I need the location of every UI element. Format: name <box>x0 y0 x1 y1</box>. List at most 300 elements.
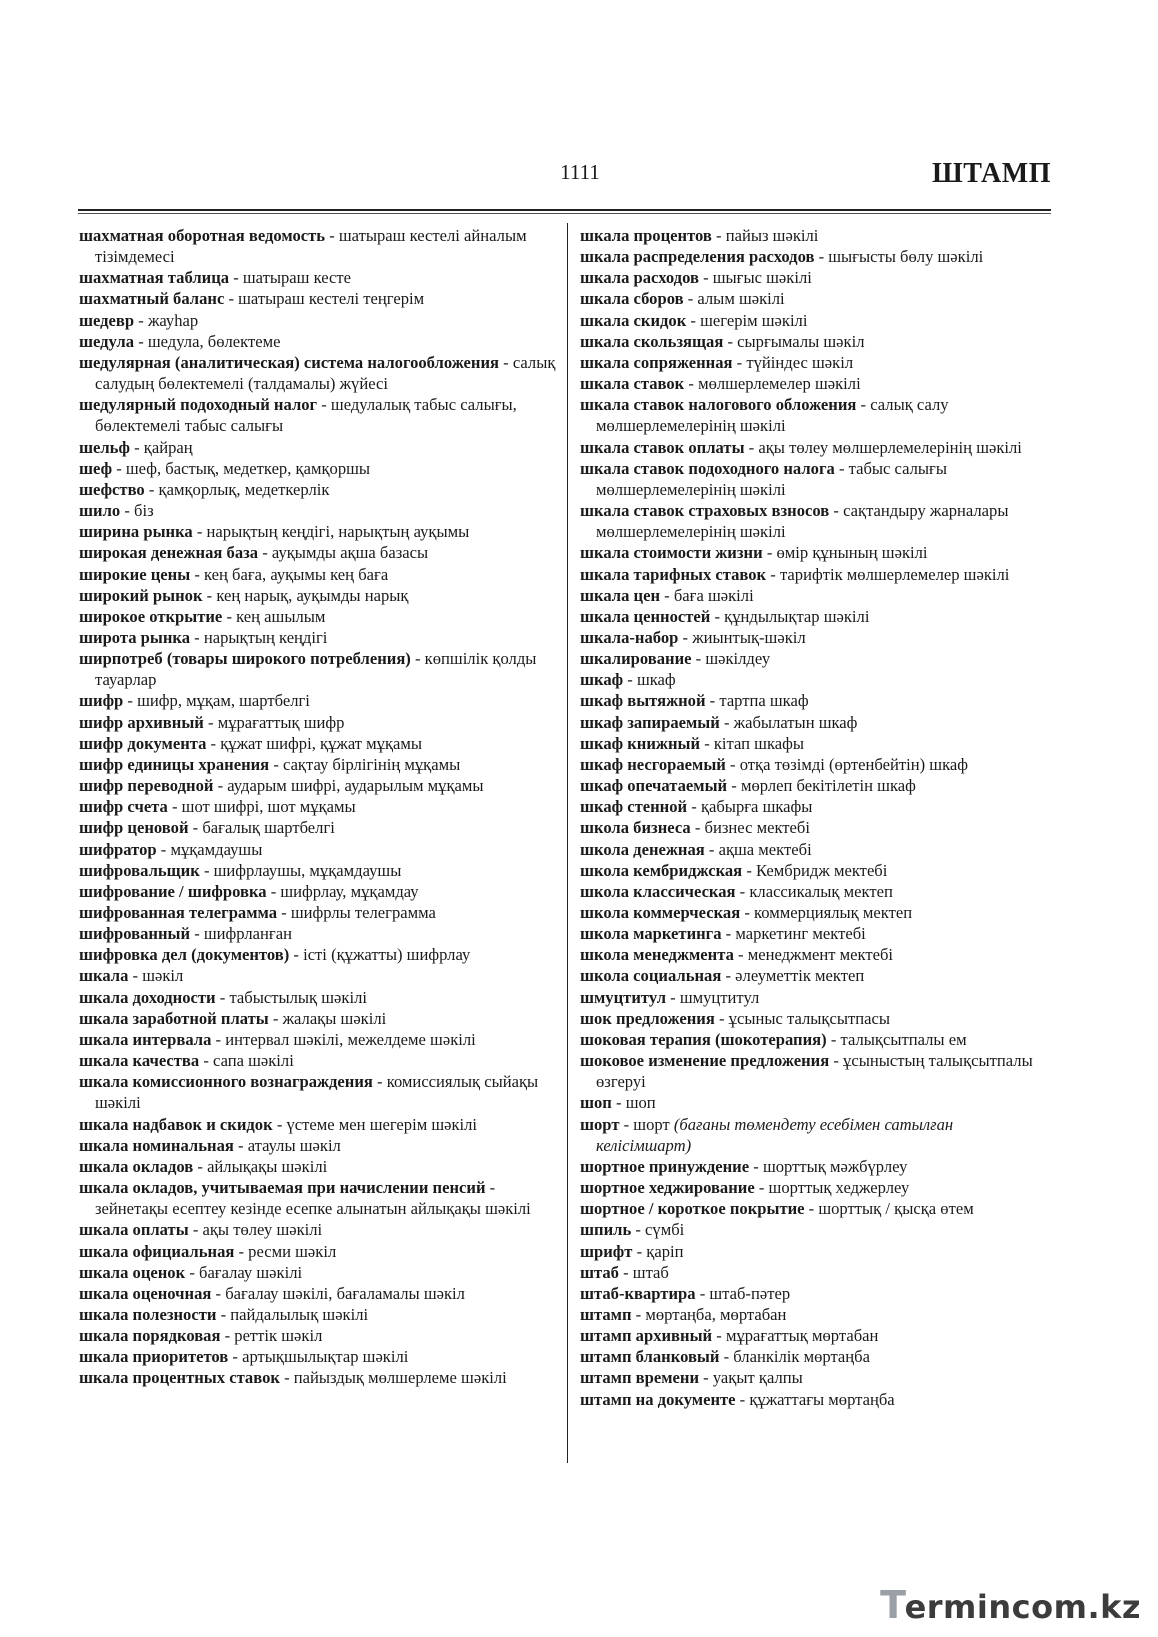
dictionary-entry: шифровка дел (документов) - істі (құжатты) шифрлау <box>79 945 471 965</box>
entry-term: шкаф книжный <box>580 733 701 753</box>
dictionary-entry: шифр единицы хранения - сақтау бірлігінің мұқамы <box>79 754 461 774</box>
watermark-letter: T <box>880 1583 907 1627</box>
entry-term: штамп <box>580 1304 632 1324</box>
entry-definition: шорттық мәжбүрлеу <box>762 1156 908 1176</box>
dictionary-entry: шоковое изменение предложения - ұсыныстың талықсытпалы өзгеруі <box>580 1051 1033 1092</box>
entry-term: шило <box>79 501 121 521</box>
dictionary-entry: шкала качества - сапа шәкілі <box>79 1051 294 1071</box>
entry-definition: сырғымалы шәкіл <box>737 331 865 351</box>
entry-term: шкала ставок налогового обложения <box>580 395 857 415</box>
entry-definition: шмуцтитул <box>679 987 760 1007</box>
dictionary-entry: штамп времени - уақыт қалпы <box>580 1368 803 1388</box>
dictionary-entry: шкала ставок подоходного налога - табыс салығы мөлшерлемелерінің шәкілі <box>580 458 948 499</box>
entry-definition: талықсытпалы ем <box>840 1029 967 1049</box>
entry-term: шифр документа <box>79 733 207 753</box>
dictionary-entry: широкий рынок - кең нарық, ауқымды нарық <box>79 585 409 605</box>
entry-definition: бағалық шартбелгі <box>202 818 335 838</box>
entry-term: шкала <box>79 966 129 986</box>
entry-definition: шығысты бөлу шәкілі <box>828 247 984 267</box>
entry-term: школа бизнеса <box>580 818 691 838</box>
entry-term: шоп <box>580 1093 612 1113</box>
entry-definition: құжат шифрі, құжат мұқамы <box>220 733 423 753</box>
entry-term: шкала цен <box>580 585 661 605</box>
entry-term: шкалирование <box>580 649 692 669</box>
entry-definition: ақы төлеу мөлшерлемелерінің шәкілі <box>758 437 1022 457</box>
dictionary-entry: шортное / короткое покрытие - шорттық / қысқа өтем <box>580 1199 974 1219</box>
entry-definition: біз <box>134 501 154 521</box>
entry-term: шкала окладов, учитываемая при начислении пенсий <box>79 1178 486 1198</box>
entry-definition: шорттық хеджерлеу <box>768 1178 910 1198</box>
entry-definition: сүмбі <box>645 1220 685 1240</box>
entry-definition: сақтандыру жарналары мөлшерлемелерінің шәкілі <box>596 501 1009 542</box>
entry-definition: коммерциялық мектеп <box>754 903 913 922</box>
entry-term: шкала ставок <box>580 374 685 394</box>
entry-term: шкала сборов <box>580 289 684 309</box>
entry-definition: ақы төлеу шәкілі <box>202 1220 323 1240</box>
entry-term: шмуцтитул <box>580 987 667 1007</box>
dictionary-entry: шифрованная телеграмма - шифрлы телеграмма <box>79 903 436 922</box>
entry-definition: реттік шәкіл <box>234 1326 323 1346</box>
dictionary-entry: шеф - шеф, бастық, медеткер, қамқоршы <box>79 458 371 478</box>
dictionary-entry: шкала процентных ставок - пайыздық мөлшерлеме шәкілі <box>79 1368 507 1388</box>
entry-term: шкала приоритетов <box>79 1347 229 1367</box>
entry-term: широкая денежная база <box>79 543 259 563</box>
entry-term: шахматная таблица <box>79 268 230 288</box>
dictionary-entry: шоковая терапия (шокотерапия) - талықсытпалы ем <box>580 1029 967 1049</box>
dictionary-entry: шкала интервала - интервал шәкілі, межелдеме шәкілі <box>79 1029 476 1049</box>
entry-definition: кең нарық, ауқымды нарық <box>216 585 409 605</box>
entry-definition: бизнес мектебі <box>704 818 810 838</box>
entry-definition: бағалау шәкілі <box>199 1262 303 1282</box>
entry-definition: шеф, бастық, медеткер, қамқоршы <box>125 458 371 478</box>
entry-definition: шифр, мұқам, шартбелгі <box>137 691 310 711</box>
entry-definition: шкаф <box>636 670 676 690</box>
dictionary-entry: шкала ставок налогового обложения - салық салу мөлшерлемелерінің шәкілі <box>580 395 949 436</box>
entry-definition: комиссиялық сыйақы шәкілі <box>95 1072 539 1113</box>
entry-term: шифрованная телеграмма <box>79 903 278 922</box>
entry-definition: Кембридж мектебі <box>756 860 888 880</box>
dictionary-entry: широкое открытие - кең ашылым <box>79 606 326 626</box>
entry-definition: сақтау бірлігінің мұқамы <box>283 754 461 774</box>
entry-note: (бағаны төмендету есебімен сатылған келісімшарт) <box>596 1114 954 1155</box>
dictionary-entry: шкала надбавок и скидок - үстеме мен шегерім шәкілі <box>79 1114 478 1134</box>
entry-definition: шедула, бөлектеме <box>147 331 281 351</box>
entry-term: школа социальная <box>580 966 722 986</box>
entry-definition: шифрлы телеграмма <box>290 903 436 922</box>
entry-term: шахматный баланс <box>79 289 225 309</box>
entry-definition: қайраң <box>143 437 193 457</box>
entry-definition: шәкіл <box>142 966 184 986</box>
entry-term: шедевр <box>79 310 135 330</box>
dictionary-entry: шкаф - шкаф <box>580 670 676 690</box>
entry-term: шкала распределения расходов <box>580 247 815 267</box>
entry-term: шкала скидок <box>580 310 687 330</box>
entry-definition: ұсыныс талықсытпасы <box>728 1008 890 1028</box>
dictionary-entry: шедулярная (аналитическая) система налогообложения - салық салудың бөлектемелі (талдамалы) жүйесі <box>79 352 556 394</box>
entry-definition: шатыраш кестелі теңгерім <box>238 289 425 309</box>
dictionary-entry: шкала процентов - пайыз шәкілі <box>580 226 819 245</box>
entry-definition: салық салудың бөлектемелі (талдамалы) жүйесі <box>95 352 556 394</box>
entry-term: шпиль <box>580 1220 632 1240</box>
dictionary-entry: шкаф книжный - кітап шкафы <box>580 733 805 753</box>
entry-term: шкала ставок оплаты <box>580 437 745 457</box>
entry-definition: мөрлеп бекітілетін шкаф <box>740 776 916 796</box>
entry-term: широта рынка <box>79 627 191 647</box>
dictionary-entry: шкала-набор - жиынтық-шәкіл <box>580 627 806 647</box>
dictionary-entry: шкаф запираемый - жабылатын шкаф <box>580 712 858 732</box>
entry-term: школа денежная <box>580 839 705 859</box>
entry-term: шифровка дел (документов) <box>79 945 290 965</box>
entry-term: шедула <box>79 331 135 351</box>
entry-term: шифр ценовой <box>79 818 189 838</box>
entry-definition: уақыт қалпы <box>712 1368 803 1388</box>
entry-definition: атаулы шәкіл <box>247 1135 341 1155</box>
entry-term: шкала полезности <box>79 1304 217 1324</box>
entry-term: шкала надбавок и скидок <box>79 1114 273 1134</box>
dictionary-entry: шахматная таблица - шатыраш кесте <box>79 268 352 288</box>
entry-term: штамп архивный <box>580 1326 713 1346</box>
entry-definition: жабылатын шкаф <box>733 712 858 732</box>
entry-term: шифр счета <box>79 797 168 817</box>
entry-term: школа кембриджская <box>580 860 743 880</box>
entry-definition: түйіндес шәкіл <box>746 352 854 372</box>
dictionary-entry: шкала порядковая - реттік шәкіл <box>79 1326 323 1346</box>
entry-term: шифратор <box>79 839 157 859</box>
entry-definition: жалақы шәкілі <box>282 1008 387 1028</box>
entry-term: шкала окладов <box>79 1156 194 1176</box>
dictionary-entry: шкала цен - баға шәкілі <box>580 585 754 605</box>
dictionary-entry: школа классическая - классикалық мектеп <box>580 881 893 901</box>
entry-definition: көпшілік қолды тауарлар <box>95 649 537 690</box>
entry-definition: жиынтық-шәкіл <box>692 627 806 647</box>
dictionary-entry: шило - біз <box>79 501 154 521</box>
dictionary-entry: шорт - шорт (бағаны төмендету есебімен сатылған келісімшарт) <box>580 1114 954 1155</box>
dictionary-entry: шкала распределения расходов - шығысты бөлу шәкілі <box>580 247 984 267</box>
entry-definition: тартпа шкаф <box>719 691 809 711</box>
dictionary-entry: шкаф вытяжной - тартпа шкаф <box>580 691 809 711</box>
entry-term: шрифт <box>580 1241 633 1261</box>
entry-term: шкала тарифных ставок <box>580 564 767 584</box>
entry-definition: ауқымды ақша базасы <box>271 543 429 563</box>
entry-definition: зейнетақы есептеу кезінде есепке алынатын айлықақы шәкілі <box>95 1199 531 1219</box>
entry-term: шкала расходов <box>580 268 699 288</box>
dictionary-entry: шифровальщик - шифрлаушы, мұқамдаушы <box>79 860 402 880</box>
entry-term: шкаф несгораемый <box>580 754 726 774</box>
dictionary-entry: шкала сопряженная - түйіндес шәкіл <box>580 352 854 372</box>
entry-definition: шатыраш кестелі айналым тізімдемесі <box>95 226 527 267</box>
dictionary-entry: школа кембриджская - Кембридж мектебі <box>580 860 888 880</box>
dictionary-entry: шифр переводной - аударым шифрі, аударылым мұқамы <box>79 776 484 796</box>
entry-definition: айлықақы шәкілі <box>207 1156 328 1176</box>
entry-term: шкаф вытяжной <box>580 691 706 711</box>
entry-definition: қамқорлық, медеткерлік <box>158 479 330 499</box>
dictionary-entry: штамп на документе - құжаттағы мөртаңба <box>580 1389 895 1409</box>
entry-definition: мөртаңба, мөртабан <box>645 1304 787 1324</box>
entry-definition: мұрағаттық мөртабан <box>725 1326 879 1346</box>
entry-definition: маркетинг мектебі <box>735 924 866 944</box>
dictionary-entry: шмуцтитул - шмуцтитул <box>580 987 760 1007</box>
entry-term: шифр переводной <box>79 776 214 796</box>
dictionary-entry: шкала скользящая - сырғымалы шәкіл <box>580 331 865 351</box>
dictionary-entry: шкала полезности - пайдалылық шәкілі <box>79 1304 369 1324</box>
entry-term: шифр <box>79 691 124 711</box>
entry-term: шкала интервала <box>79 1029 212 1049</box>
entry-definition: құжаттағы мөртаңба <box>749 1389 895 1409</box>
dictionary-entry: шефство - қамқорлық, медеткерлік <box>79 479 330 499</box>
entry-term: шортное хеджирование <box>580 1178 755 1198</box>
dictionary-entry: школа социальная - әлеуметтік мектеп <box>580 966 865 986</box>
entry-term: широкий рынок <box>79 585 203 605</box>
page-number: 1111 <box>560 160 600 184</box>
dictionary-entry: шкаф опечатаемый - мөрлеп бекітілетін шкаф <box>580 776 916 796</box>
entry-term: шкала номинальная <box>79 1135 234 1155</box>
entry-definition: отқа төзімді (өртенбейтін) шкаф <box>739 754 969 774</box>
entry-term: шоковая терапия (шокотерапия) <box>580 1029 827 1049</box>
right-column <box>580 225 1052 1410</box>
dictionary-entry: школа коммерческая - коммерциялық мектеп <box>580 903 913 922</box>
entry-definition: кең баға, ауқымы кең баға <box>204 564 389 584</box>
dictionary-entry: шифр архивный - мұрағаттық шифр <box>79 712 345 732</box>
header-rule-thin <box>78 213 1051 214</box>
entry-term: шкаф стенной <box>580 797 688 817</box>
entry-definition: мұқамдаушы <box>170 839 263 859</box>
dictionary-entry: шкала оценок - бағалау шәкілі <box>79 1262 303 1282</box>
dictionary-entry: шкала ставок страховых взносов - сақтандыру жарналары мөлшерлемелерінің шәкілі <box>580 501 1009 542</box>
entry-term: шортное принуждение <box>580 1156 750 1176</box>
dictionary-entry: штамп архивный - мұрағаттық мөртабан <box>580 1326 879 1346</box>
dictionary-entry: шифрование / шифровка - шифрлау, мұқамдау <box>79 881 419 901</box>
entry-term: шедулярная (аналитическая) система налогообложения <box>79 352 500 372</box>
dictionary-entry: шкала стоимости жизни - өмір құнының шәкілі <box>580 543 928 563</box>
dictionary-entry: шкала заработной платы - жалақы шәкілі <box>79 1008 387 1028</box>
dictionary-entry: шкала приоритетов - артықшылықтар шәкілі <box>79 1347 409 1367</box>
entry-term: шкаф запираемый <box>580 712 720 732</box>
dictionary-entry: штаб - штаб <box>580 1262 669 1282</box>
entry-definition: шедулалық табыс салығы, бөлектемелі табыс салығы <box>95 395 517 436</box>
entry-term: шкала качества <box>79 1051 200 1071</box>
dictionary-entry: шедулярный подоходный налог - шедулалық табыс салығы, бөлектемелі табыс салығы <box>79 395 517 436</box>
entry-definition: бланкілік мөртаңба <box>733 1347 870 1367</box>
entry-term: ширина рынка <box>79 522 193 542</box>
entry-definition: үстеме мен шегерім шәкілі <box>286 1114 478 1134</box>
entry-definition: шоп <box>625 1093 656 1113</box>
entry-term: штамп времени <box>580 1368 700 1388</box>
dictionary-entry: шкалирование - шәкілдеу <box>580 649 771 669</box>
entry-definition: өмір құнының шәкілі <box>776 543 928 563</box>
entry-definition: шорттық / қысқа өтем <box>818 1199 974 1219</box>
dictionary-entry: широта рынка - нарықтың кеңдігі <box>79 627 328 647</box>
dictionary-entry: шкала комиссионного вознаграждения - комиссиялық сыйақы шәкілі <box>79 1072 539 1113</box>
entry-definition: классикалық мектеп <box>749 881 893 901</box>
entry-term: шкала процентных ставок <box>79 1368 280 1388</box>
dictionary-entry: школа менеджмента - менеджмент мектебі <box>580 945 894 965</box>
entry-definition: менеджмент мектебі <box>747 945 894 965</box>
entry-term: шкала ставок подоходного налога <box>580 458 835 478</box>
dictionary-entry: шельф - қайраң <box>79 437 193 457</box>
dictionary-entry: шифрованный - шифрланған <box>79 924 292 944</box>
entry-definition: мұрағаттық шифр <box>217 712 345 732</box>
dictionary-entry: шортное хеджирование - шорттық хеджерлеу <box>580 1178 910 1198</box>
entry-definition: ұсыныстың талықсытпалы өзгеруі <box>596 1051 1033 1092</box>
entry-definition: ресми шәкіл <box>248 1241 337 1261</box>
entry-definition: сапа шәкілі <box>213 1051 294 1071</box>
entry-definition: ақша мектебі <box>718 839 812 859</box>
entry-term: школа менеджмента <box>580 945 734 965</box>
entry-term: шкала-набор <box>580 627 679 647</box>
entry-definition: пайыз шәкілі <box>725 226 819 245</box>
dictionary-entry: школа маркетинга - маркетинг мектебі <box>580 924 866 944</box>
entry-definition: салық салу мөлшерлемелерінің шәкілі <box>596 395 949 436</box>
entry-definition: шатыраш кесте <box>242 268 352 288</box>
dictionary-entry: шоп - шоп <box>580 1093 656 1113</box>
dictionary-entry: широкие цены - кең баға, ауқымы кең баға <box>79 564 389 584</box>
entry-definition: мөлшерлемелер шәкілі <box>698 374 861 394</box>
dictionary-entry: шкала официальная - ресми шәкіл <box>79 1241 337 1261</box>
entry-definition: табыс салығы мөлшерлемелерінің шәкілі <box>596 458 948 499</box>
dictionary-entry: шифр - шифр, мұқам, шартбелгі <box>79 691 310 711</box>
dictionary-entry: шедевр - жауһар <box>79 310 199 330</box>
entry-definition: табыстылық шәкілі <box>229 987 367 1007</box>
entry-term: шкаф <box>580 670 624 690</box>
entry-term: шкала заработной платы <box>79 1008 269 1028</box>
entry-definition: кітап шкафы <box>713 733 805 753</box>
entry-term: шкала стоимости жизни <box>580 543 763 563</box>
entry-term: школа маркетинга <box>580 924 722 944</box>
entry-definition: шегерім шәкілі <box>700 310 808 330</box>
entry-term: шифр архивный <box>79 712 204 732</box>
entry-term: шефство <box>79 479 145 499</box>
dictionary-entry: шифр ценовой - бағалық шартбелгі <box>79 818 335 838</box>
entry-definition: қабырға шкафы <box>700 797 813 817</box>
entry-term: школа коммерческая <box>580 903 741 922</box>
dictionary-entry: шкала - шәкіл <box>79 966 184 986</box>
entry-term: шкала процентов <box>580 226 712 245</box>
entry-term: шкаф опечатаемый <box>580 776 728 796</box>
dictionary-entry: шифр счета - шот шифрі, шот мұқамы <box>79 797 356 817</box>
entry-term: шорт <box>580 1114 620 1134</box>
dictionary-entry: шкала ставок - мөлшерлемелер шәкілі <box>580 374 861 394</box>
dictionary-entry: шкала ставок оплаты - ақы төлеу мөлшерлемелерінің шәкілі <box>580 437 1022 457</box>
entry-term: широкое открытие <box>79 606 223 626</box>
entry-term: шкала ставок страховых взносов <box>580 501 830 521</box>
watermark-logo <box>880 1583 1141 1627</box>
entry-term: шкала ценностей <box>580 606 711 626</box>
dictionary-entry: шкала доходности - табыстылық шәкілі <box>79 987 367 1007</box>
entry-term: шифрование / шифровка <box>79 881 267 901</box>
dictionary-entry: штамп - мөртаңба, мөртабан <box>580 1304 787 1324</box>
dictionary-entry: шкала окладов, учитываемая при начислении пенсий - зейнетақы есептеу кезінде есепке алынатын айлықақы шәкілі <box>79 1178 531 1219</box>
dictionary-entry: шкала оценочная - бағалау шәкілі, бағаламалы шәкіл <box>79 1283 465 1303</box>
dictionary-entry: штаб-квартира - штаб-пәтер <box>580 1283 791 1303</box>
dictionary-entry: шкала тарифных ставок - тарифтік мөлшерлемелер шәкілі <box>580 564 1010 584</box>
entry-definition: жауһар <box>147 310 199 330</box>
entry-definition: интервал шәкілі, межелдеме шәкілі <box>225 1029 476 1049</box>
entry-definition: штаб-пәтер <box>709 1283 791 1303</box>
entry-definition: шифрлаушы, мұқамдаушы <box>213 860 402 880</box>
entry-definition: әлеуметтік мектеп <box>735 966 865 986</box>
entry-term: штаб <box>580 1262 619 1282</box>
entry-definition: шифрланған <box>203 924 292 944</box>
entry-definition: нарықтың кеңдігі <box>203 627 328 647</box>
dictionary-entry: шахматная оборотная ведомость - шатыраш кестелі айналым тізімдемесі <box>79 226 527 267</box>
entry-definition: артықшылықтар шәкілі <box>242 1347 409 1367</box>
dictionary-entry: ширпотреб (товары широкого потребления) - көпшілік қолды тауарлар <box>79 649 537 690</box>
entry-definition: құндылықтар шәкілі <box>724 606 870 626</box>
entry-term: шахматная оборотная ведомость <box>79 226 326 245</box>
entry-definition: тарифтік мөлшерлемелер шәкілі <box>779 564 1010 584</box>
entry-definition: штаб <box>632 1262 669 1282</box>
dictionary-entry: шкаф несгораемый - отқа төзімді (өртенбейтін) шкаф <box>580 754 969 774</box>
entry-term: шок предложения <box>580 1008 715 1028</box>
dictionary-entry: шкала ценностей - құндылықтар шәкілі <box>580 606 870 626</box>
entry-term: штаб-квартира <box>580 1283 696 1303</box>
entry-term: шкала оплаты <box>79 1220 189 1240</box>
watermark-text: ermincom.kz <box>904 1588 1141 1626</box>
dictionary-entry: шифр документа - құжат шифрі, құжат мұқамы <box>79 733 423 753</box>
entry-definition: шифрлау, мұқамдау <box>280 881 419 901</box>
dictionary-entry: шортное принуждение - шорттық мәжбүрлеу <box>580 1156 908 1176</box>
dictionary-entry: шкала номинальная - атаулы шәкіл <box>79 1135 341 1155</box>
dictionary-entry: шкала сборов - алым шәкілі <box>580 289 785 309</box>
entry-definition: алым шәкілі <box>697 289 785 309</box>
entry-definition: пайыздық мөлшерлеме шәкілі <box>293 1368 507 1388</box>
left-column <box>79 225 565 1389</box>
dictionary-entry: штамп бланковый - бланкілік мөртаңба <box>580 1347 870 1367</box>
dictionary-entry: шпиль - сүмбі <box>580 1220 685 1240</box>
entry-term: шоковое изменение предложения <box>580 1051 830 1071</box>
entry-term: шкала скользящая <box>580 331 724 351</box>
entry-definition: шорт <box>633 1114 670 1134</box>
entry-term: ширпотреб (товары широкого потребления) <box>79 649 411 669</box>
entry-definition: аударым шифрі, аударылым мұқамы <box>227 776 484 796</box>
dictionary-entry: шедула - шедула, бөлектеме <box>79 331 281 351</box>
dictionary-entry: школа денежная - ақша мектебі <box>580 839 812 859</box>
entry-term: штамп бланковый <box>580 1347 720 1367</box>
header-rule-thick <box>78 209 1051 211</box>
entry-definition: пайдалылық шәкілі <box>230 1304 369 1324</box>
entry-term: шортное / короткое покрытие <box>580 1199 805 1219</box>
entry-term: шедулярный подоходный налог <box>79 395 318 415</box>
entry-term: шкала порядковая <box>79 1326 221 1346</box>
entry-definition: шығыс шәкілі <box>712 268 812 288</box>
entry-term: шкала оценок <box>79 1262 186 1282</box>
entry-term: шифрованный <box>79 924 191 944</box>
entry-definition: шәкілдеу <box>705 649 771 669</box>
dictionary-entry: шкала оплаты - ақы төлеу шәкілі <box>79 1220 323 1240</box>
running-head: ШТАМП <box>932 158 1051 189</box>
entry-term: шкала официальная <box>79 1241 235 1261</box>
dictionary-entry: ширина рынка - нарықтың кеңдігі, нарықтың ауқымы <box>79 522 470 542</box>
dictionary-entry: широкая денежная база - ауқымды ақша базасы <box>79 543 429 563</box>
entry-definition: нарықтың кеңдігі, нарықтың ауқымы <box>206 522 470 542</box>
column-divider <box>567 223 568 1463</box>
entry-definition: кең ашылым <box>236 606 326 626</box>
entry-term: шифр единицы хранения <box>79 754 270 774</box>
dictionary-entry: школа бизнеса - бизнес мектебі <box>580 818 810 838</box>
entry-definition: істі (құжатты) шифрлау <box>303 945 471 965</box>
entry-term: шифровальщик <box>79 860 200 880</box>
entry-term: шельф <box>79 437 130 457</box>
dictionary-entry: шкала окладов - айлықақы шәкілі <box>79 1156 328 1176</box>
entry-term: шкала оценочная <box>79 1283 212 1303</box>
entry-definition: баға шәкілі <box>673 585 754 605</box>
entry-term: широкие цены <box>79 564 191 584</box>
entry-term: штамп на документе <box>580 1389 736 1409</box>
dictionary-entry: шрифт - қаріп <box>580 1241 684 1261</box>
entry-term: шеф <box>79 458 113 478</box>
entry-term: шкала комиссионного вознаграждения <box>79 1072 373 1092</box>
dictionary-entry: шкала расходов - шығыс шәкілі <box>580 268 812 288</box>
